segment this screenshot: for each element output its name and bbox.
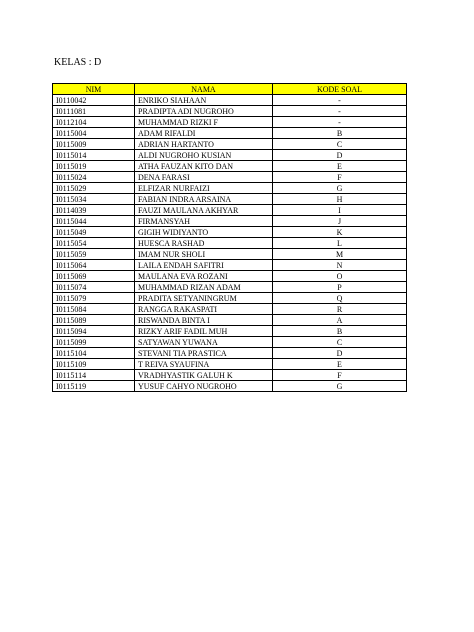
nim-cell: I0111081 bbox=[53, 106, 135, 117]
nama-cell: PRADITA SETYANINGRUM bbox=[135, 293, 273, 304]
kode-soal-cell: - bbox=[273, 95, 407, 106]
table-row bbox=[53, 370, 407, 381]
class-label: KELAS : D bbox=[54, 57, 102, 68]
kode-soal-cell: B bbox=[273, 326, 407, 337]
table-row bbox=[53, 348, 407, 359]
kode-soal-cell: C bbox=[273, 337, 407, 348]
nim-cell: I0115009 bbox=[53, 139, 135, 150]
nim-cell: I0115064 bbox=[53, 260, 135, 271]
nim-cell: I0115109 bbox=[53, 359, 135, 370]
nim-cell: I0115004 bbox=[53, 128, 135, 139]
nim-cell: I0115089 bbox=[53, 315, 135, 326]
nama-cell: ELFIZAR NURFAIZI bbox=[135, 183, 273, 194]
nim-cell: I0115024 bbox=[53, 172, 135, 183]
nim-cell: I0115019 bbox=[53, 161, 135, 172]
table-row bbox=[53, 381, 407, 392]
header-row bbox=[53, 84, 407, 95]
kode-soal-cell: R bbox=[273, 304, 407, 315]
kode-soal-cell: E bbox=[273, 161, 407, 172]
nama-cell: IMAM NUR SHOLI bbox=[135, 249, 273, 260]
table-row bbox=[53, 326, 407, 337]
nama-cell: LAILA ENDAH SAFITRI bbox=[135, 260, 273, 271]
table-row bbox=[53, 106, 407, 117]
table-row bbox=[53, 205, 407, 216]
nama-cell: YUSUF CAHYO NUGROHO bbox=[135, 381, 273, 392]
table-row bbox=[53, 95, 407, 106]
nama-cell: FAUZI MAULANA AKHYAR bbox=[135, 205, 273, 216]
kode-soal-cell: Q bbox=[273, 293, 407, 304]
kode-soal-cell: - bbox=[273, 117, 407, 128]
table-row bbox=[53, 194, 407, 205]
table-row bbox=[53, 172, 407, 183]
nim-cell: I0110042 bbox=[53, 95, 135, 106]
nim-cell: I0115034 bbox=[53, 194, 135, 205]
table-row bbox=[53, 117, 407, 128]
nama-cell: RIZKY ARIF FADIL MUH bbox=[135, 326, 273, 337]
kode-soal-cell: B bbox=[273, 128, 407, 139]
nama-cell: RANGGA RAKASPATI bbox=[135, 304, 273, 315]
nim-cell: I0115079 bbox=[53, 293, 135, 304]
kode-soal-cell: O bbox=[273, 271, 407, 282]
kode-soal-cell: F bbox=[273, 172, 407, 183]
nama-cell: ADAM RIFALDI bbox=[135, 128, 273, 139]
header-kode-soal: KODE SOAL bbox=[273, 84, 407, 95]
nim-cell: I0115029 bbox=[53, 183, 135, 194]
nama-cell: HUESCA RASHAD bbox=[135, 238, 273, 249]
nim-cell: I0115119 bbox=[53, 381, 135, 392]
nim-cell: I0115114 bbox=[53, 370, 135, 381]
nama-cell: MUHAMMAD RIZKI F bbox=[135, 117, 273, 128]
kode-soal-cell: E bbox=[273, 359, 407, 370]
nama-cell: GIGIH WIDIYANTO bbox=[135, 227, 273, 238]
kode-soal-cell: C bbox=[273, 139, 407, 150]
nama-cell: VRADHYASTIK GALUH K bbox=[135, 370, 273, 381]
nama-cell: T REIVA SYAUFINA bbox=[135, 359, 273, 370]
table-row bbox=[53, 161, 407, 172]
kode-soal-cell: M bbox=[273, 249, 407, 260]
kode-soal-cell: L bbox=[273, 238, 407, 249]
nama-cell: PRADIPTA ADI NUGROHO bbox=[135, 106, 273, 117]
table-row bbox=[53, 282, 407, 293]
nama-cell: RISWANDA BINTA I bbox=[135, 315, 273, 326]
kode-soal-cell: P bbox=[273, 282, 407, 293]
table-row bbox=[53, 271, 407, 282]
table-row bbox=[53, 293, 407, 304]
table-row bbox=[53, 337, 407, 348]
nama-cell: ATHA FAUZAN KITO DAN bbox=[135, 161, 273, 172]
table-row bbox=[53, 128, 407, 139]
nama-cell: STEVANI TIA PRASTICA bbox=[135, 348, 273, 359]
kode-soal-cell: F bbox=[273, 370, 407, 381]
header-nim: NIM bbox=[53, 84, 135, 95]
kode-soal-cell: N bbox=[273, 260, 407, 271]
nim-cell: I0115074 bbox=[53, 282, 135, 293]
table-row bbox=[53, 238, 407, 249]
table-row bbox=[53, 183, 407, 194]
table-row bbox=[53, 216, 407, 227]
kode-soal-cell: A bbox=[273, 315, 407, 326]
table-row bbox=[53, 227, 407, 238]
nim-cell: I0115099 bbox=[53, 337, 135, 348]
nama-cell: MUHAMMAD RIZAN ADAM bbox=[135, 282, 273, 293]
kode-soal-cell: G bbox=[273, 183, 407, 194]
nim-cell: I0115014 bbox=[53, 150, 135, 161]
kode-soal-cell: I bbox=[273, 205, 407, 216]
table-row bbox=[53, 260, 407, 271]
kode-soal-cell: J bbox=[273, 216, 407, 227]
kode-soal-cell: D bbox=[273, 150, 407, 161]
student-roster-table bbox=[52, 83, 407, 392]
table-header bbox=[53, 84, 407, 95]
nama-cell: FIRMANSYAH bbox=[135, 216, 273, 227]
nama-cell: FABIAN INDRA ARSAINA bbox=[135, 194, 273, 205]
nama-cell: DENA FARASI bbox=[135, 172, 273, 183]
table-row bbox=[53, 249, 407, 260]
nama-cell: MAULANA EVA ROZANI bbox=[135, 271, 273, 282]
nim-cell: I0114039 bbox=[53, 205, 135, 216]
nim-cell: I0115049 bbox=[53, 227, 135, 238]
nim-cell: I0115044 bbox=[53, 216, 135, 227]
kode-soal-cell: G bbox=[273, 381, 407, 392]
nim-cell: I0115084 bbox=[53, 304, 135, 315]
nim-cell: I0115054 bbox=[53, 238, 135, 249]
table-body bbox=[53, 95, 407, 392]
nim-cell: I0112104 bbox=[53, 117, 135, 128]
table-row bbox=[53, 304, 407, 315]
nim-cell: I0115094 bbox=[53, 326, 135, 337]
table-row bbox=[53, 150, 407, 161]
table-row bbox=[53, 315, 407, 326]
table-row bbox=[53, 359, 407, 370]
kode-soal-cell: K bbox=[273, 227, 407, 238]
kode-soal-cell: H bbox=[273, 194, 407, 205]
kode-soal-cell: D bbox=[273, 348, 407, 359]
header-nama: NAMA bbox=[135, 84, 273, 95]
nim-cell: I0115069 bbox=[53, 271, 135, 282]
nama-cell: SATYAWAN YUWANA bbox=[135, 337, 273, 348]
nama-cell: ADRIAN HARTANTO bbox=[135, 139, 273, 150]
nama-cell: ALDI NUGROHO KUSIAN bbox=[135, 150, 273, 161]
table-row bbox=[53, 139, 407, 150]
nim-cell: I0115104 bbox=[53, 348, 135, 359]
nim-cell: I0115059 bbox=[53, 249, 135, 260]
nama-cell: ENRIKO SIAHAAN bbox=[135, 95, 273, 106]
kode-soal-cell: - bbox=[273, 106, 407, 117]
